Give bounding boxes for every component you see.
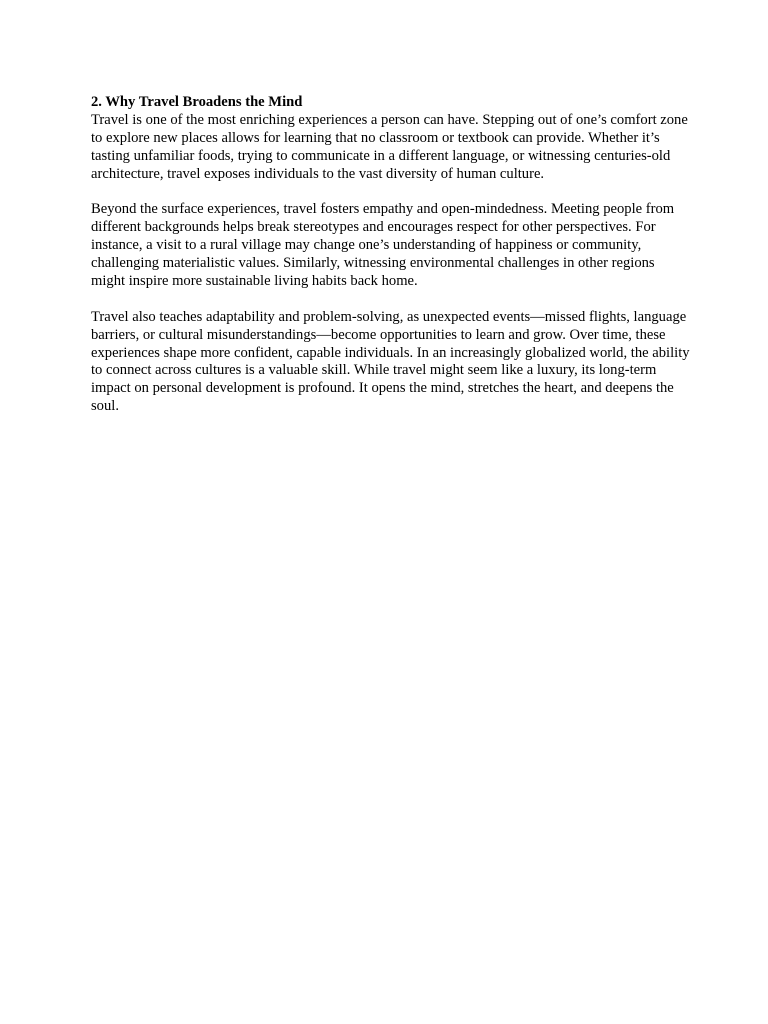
document-page bbox=[91, 94, 691, 434]
paragraph-intro: Travel is one of the most enriching experiences a person can have. Stepping out of one’s comfort zone to explore new places allows for learning that no classroom or textbook can provide. Whether it’s tasting unfamiliar foods, trying to communicate in a different language, or witnessing centuries-old architecture, travel exposes individuals to the vast diversity of human culture. bbox=[91, 111, 688, 182]
paragraph-adaptability: Travel also teaches adaptability and problem-solving, as unexpected events—missed flights, language barriers, or cultural misunderstandings—become opportunities to learn and grow. Over time, these experiences shape more confident, capable individuals. In an increasingly globalized world, the ability to connect across cultures is a valuable skill. While travel might seem like a luxury, its long-term impact on personal development is profound. It opens the mind, stretches the heart, and deepens the soul. bbox=[91, 308, 690, 415]
paragraph-empathy: Beyond the surface experiences, travel fosters empathy and open-mindedness. Meeting people from different backgrounds helps break stereotypes and encourages respect for other perspectives. For instance, a visit to a rural village may change one’s understanding of happiness or community, challenging materialistic values. Similarly, witnessing environmental challenges in other regions might inspire more sustainable living habits back home. bbox=[91, 201, 675, 289]
section-heading: 2. Why Travel Broadens the Mind bbox=[91, 94, 303, 110]
